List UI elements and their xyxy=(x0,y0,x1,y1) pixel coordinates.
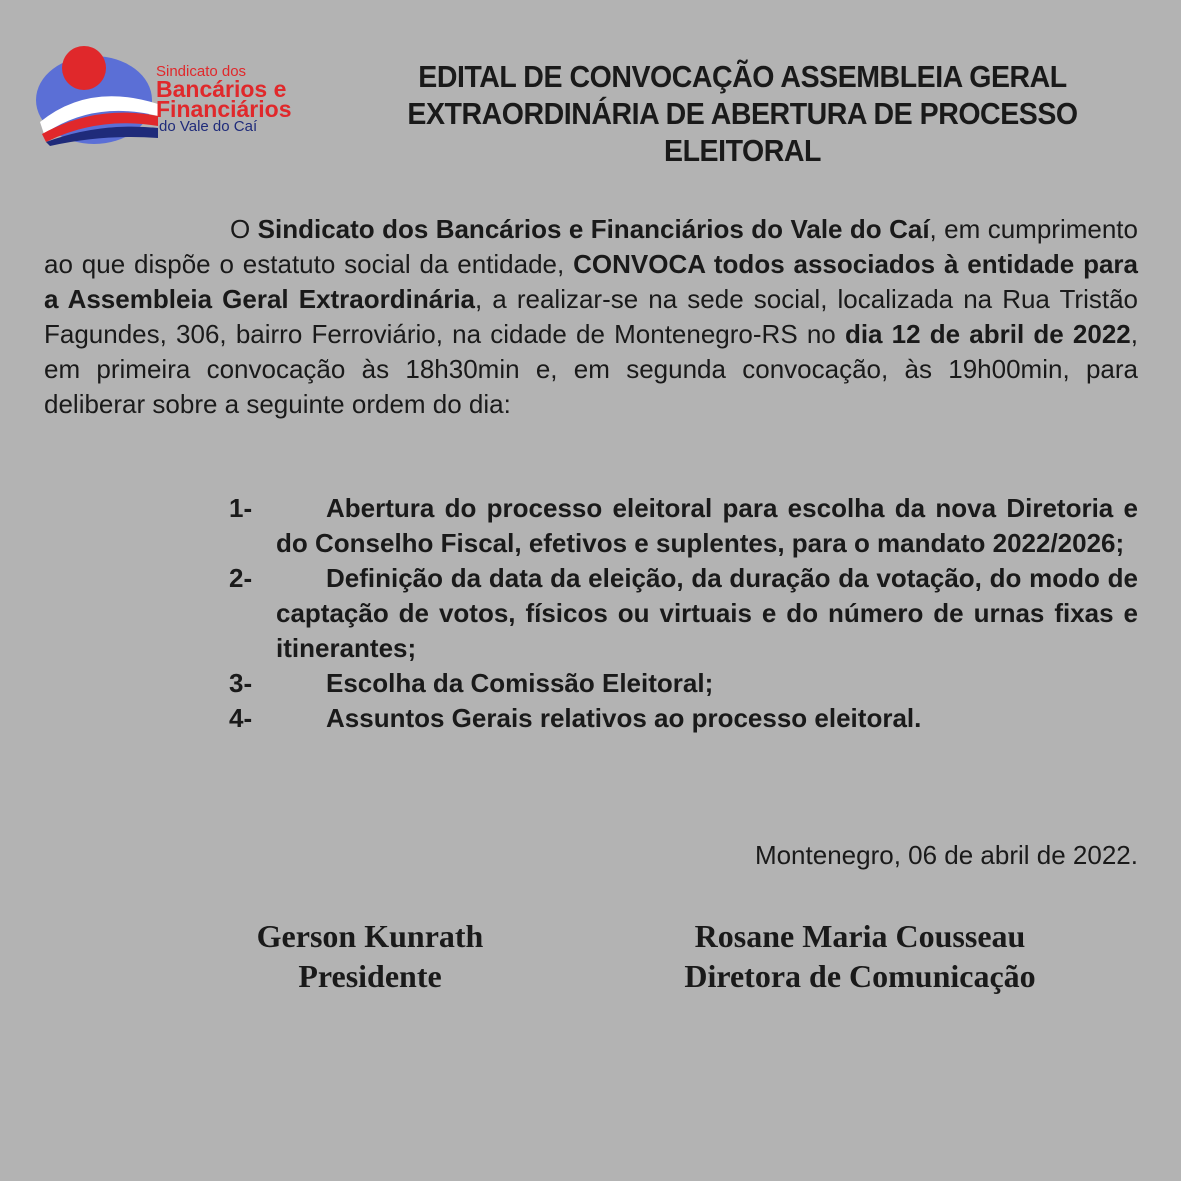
convocation-paragraph xyxy=(44,212,1138,422)
body-bold-3: dia 12 de abril de 2022 xyxy=(844,319,1131,349)
agenda-list xyxy=(229,491,1138,736)
list-item xyxy=(229,561,1138,666)
body-bold-1: Sindicato dos Bancários e Financiários do Vale do Caí xyxy=(257,214,930,244)
agenda-number: 2- xyxy=(229,563,253,593)
body-text-3: , a realizar-se na sede social, localizada na Rua Tristão Fagundes, 306, bairro Ferroviário, na cidade de Montenegro-RS no xyxy=(44,284,1138,349)
logo-line-4: do Vale do Caí xyxy=(159,118,258,135)
list-item xyxy=(229,701,1138,736)
signature-name: Gerson Kunrath xyxy=(256,918,484,954)
signature-president xyxy=(240,916,500,996)
signature-director xyxy=(640,916,1080,996)
agenda-text: Escolha da Comissão Eleitoral; xyxy=(326,668,714,698)
union-logo xyxy=(34,42,314,146)
list-item xyxy=(229,666,1138,701)
signature-name: Rosane Maria Cousseau xyxy=(694,918,1026,954)
title-line-2: EXTRAORDINÁRIA DE ABERTURA DE PROCESSO ELEITORAL xyxy=(407,96,1078,168)
agenda-text: Abertura do processo eleitoral para escolha da nova Diretoria e do Conselho Fiscal, efetivos e suplentes, para o mandato 2022/2026; xyxy=(276,493,1138,558)
agenda-number: 4- xyxy=(229,703,253,733)
title-line-1: EDITAL DE CONVOCAÇÃO ASSEMBLEIA GERAL xyxy=(418,59,1067,94)
agenda-text: Definição da data da eleição, da duração da votação, do modo de captação de votos, físicos ou virtuais e do número de urnas fixas e itinerantes; xyxy=(276,563,1138,663)
signature-role: Diretora de Comunicação xyxy=(684,958,1036,994)
page-title xyxy=(363,58,1122,169)
logo-line-3: Financiários xyxy=(156,96,292,122)
agenda-text: Assuntos Gerais relativos ao processo eleitoral. xyxy=(326,703,922,733)
logo-line-1: Sindicato dos xyxy=(156,63,247,80)
union-emblem-icon xyxy=(34,42,158,146)
body-bold-2: CONVOCA todos associados à entidade para a Assembleia Geral Extraordinária xyxy=(44,249,1138,314)
body-text-2: , em cumprimento ao que dispõe o estatuto social da entidade, xyxy=(44,214,1138,279)
body-text-1: O xyxy=(230,214,258,244)
logo-line-2: Bancários e xyxy=(156,76,287,102)
document-date: Montenegro, 06 de abril de 2022. xyxy=(754,840,1138,870)
agenda-number: 1- xyxy=(229,493,253,523)
body-text-4: , em primeira convocação às 18h30min e, em segunda convocação, às 19h00min, para deliberar sobre a seguinte ordem do dia: xyxy=(44,319,1138,419)
list-item xyxy=(229,491,1138,561)
agenda-number: 3- xyxy=(229,668,253,698)
signature-role: Presidente xyxy=(298,958,442,994)
